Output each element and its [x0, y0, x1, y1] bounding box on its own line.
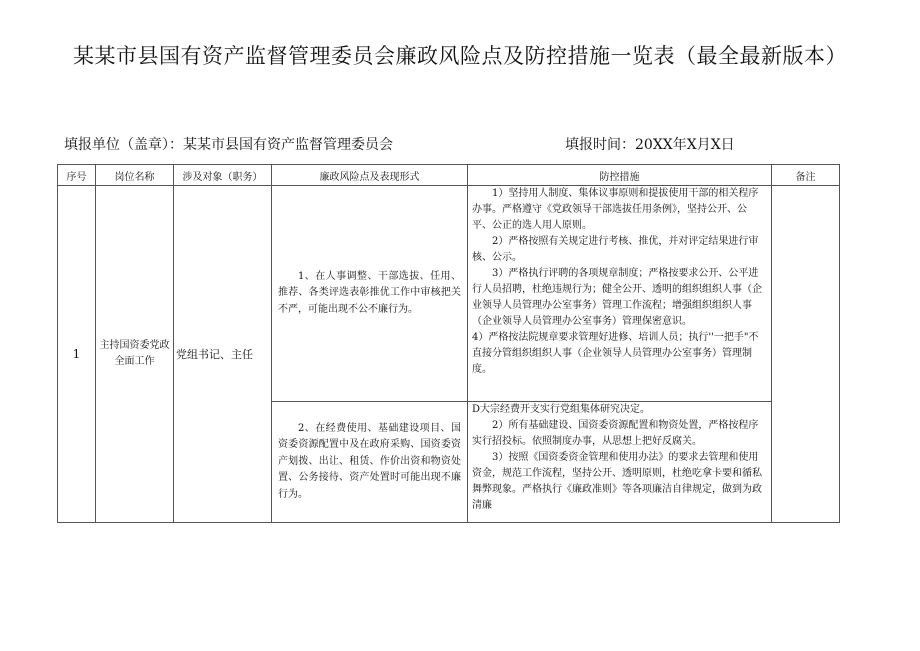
risk-point-2: 2、在经费使用、基础建设项目、国资委资源配置中及在政府采购、国资委资产划拨、出让、租赁、作价出资和物资处置、公务接待、资产处置时可能出现不廉行为。	[272, 402, 468, 523]
col-header-measures: 防控措施	[468, 165, 772, 186]
row-number: 1	[58, 186, 96, 523]
table-row	[58, 186, 840, 402]
table-header-row	[58, 165, 840, 186]
measure-item: 4）严格按法院规章要求管理好进修、培训人员；执行''一把手"不直接分管组织组织人事（企业领导人员管理办公室事务）管理制度。	[472, 332, 759, 375]
measure-item: 2）所有基础建设、国资委资源配置和物资处置，严格按程序实行招投标。依照制度办事，从思想上把好反腐关。	[472, 420, 759, 447]
measures-1	[468, 186, 772, 402]
page-title: 某某市县国有资产监督管理委员会廉政风险点及防控措施一览表（最全最新版本）	[73, 44, 847, 68]
measure-item: 2）严格按照有关规定进行考核、推优，并对评定结果进行审核、公示。	[472, 236, 759, 263]
col-header-post: 岗位名称	[96, 165, 174, 186]
post-name: 主持国资委党政全面工作	[96, 186, 174, 523]
measure-item: 3）严格执行评聘的各项规章制度；严格按要求公开、公平进行人员招聘，杜绝违规行为；健全公开、透明的组织组织人事（企业领导人员管理办公室事务）管理工作流程；增强组织组织人事（企业领导人员管理办公室事务）管理保密意识。	[472, 268, 762, 327]
col-header-note: 备注	[772, 165, 840, 186]
measures-2	[468, 402, 772, 523]
note-cell	[772, 186, 840, 523]
col-header-target: 涉及对象（职务）	[174, 165, 272, 186]
measure-item: 1）坚持用人制度、集体议事原则和提拔使用干部的相关程序办事。严格遵守《党政领导干部选拔任用条例》，坚持公开、公平、公正的选人用人原则。	[472, 188, 759, 231]
measure-item: 3）按照《国资委资金管理和使用办法》的要求去管理和使用资金，规范工作流程，坚持公开、透明原则，杜绝吃拿卡要和循私舞弊现象。严格执行《廉政准则》等各项廉洁自律规定，做到为政清廉	[472, 452, 762, 511]
risk-point-1: 1、在人事调整、干部选拔、任用、推荐、各类评选表彰推优工作中审核把关不严，可能出现不公不廉行为。	[272, 186, 468, 402]
col-header-no: 序号	[58, 165, 96, 186]
measure-item: D大宗经费开支实行党组集体研究决定。	[472, 404, 651, 415]
col-header-risk: 廉政风险点及表现形式	[272, 165, 468, 186]
risk-table	[57, 164, 840, 523]
reporting-date: 填报时间：20XX年X月X日	[565, 137, 735, 153]
target-position: 党组书记、主任	[174, 186, 272, 523]
reporting-unit: 填报单位（盖章）：某某市县国有资产监督管理委员会	[64, 137, 393, 153]
